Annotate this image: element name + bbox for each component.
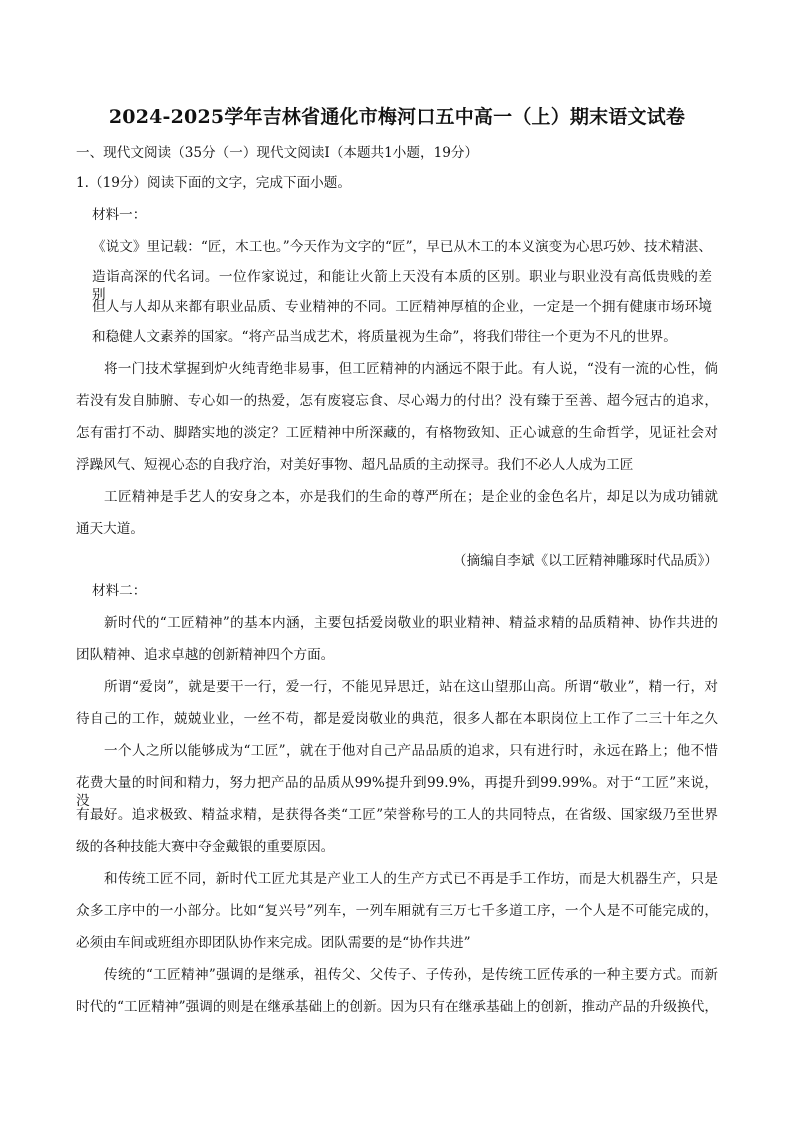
material2-line: 有最好。追求极致、精益求精，是获得各类“工匠”荣誉称号的工人的共同特点，在省级、国家级乃至世界: [76, 807, 718, 823]
material2-line: 级的各种技能大赛中夺金戴银的重要原因。: [76, 839, 335, 855]
material2-line: 所谓“爱岗”，就是要干一行，爱一行，不能见异思迁，站在这山望那山高。所谓“敬业”，精一行，对: [104, 679, 718, 695]
material1-line: 和稳健人文素养的国家。“将产品当成艺术，将质量视为生命”，将我们带往一个更为不凡的世界。: [92, 329, 677, 345]
exam-title: 2024-2025学年吉林省通化市梅河口五中高一（上）期末语文试卷: [108, 106, 686, 128]
material2-line: 花费大量的时间和精力，努力把产品的品质从99%提升到99.9%，再提升到99.99%。对于“工匠”来说，没: [76, 775, 718, 809]
material2-line: 和传统工匠不同，新时代工匠尤其是产业工人的生产方式已不再是手工作坊，而是大机器生产，只是: [104, 871, 718, 887]
material1-line: 《说文》里记载：“匠，木工也。”今天作为文字的“匠”，早已从木工的本义演变为心思巧妙、技术精湛、: [92, 239, 712, 255]
material1-label: 材料一：: [92, 207, 147, 223]
material2-line: 传统的“工匠精神”强调的是继承，祖传父、父传子、子传孙，是传统工匠传承的一种主要方式。而新: [104, 967, 718, 983]
material2-line: 待自己的工作，兢兢业业，一丝不苟，都是爱岗敬业的典范，很多人都在本职岗位上工作了二三十年之久: [76, 711, 718, 727]
material1-line: 将一门技术掌握到炉火纯青绝非易事，但工匠精神的内涵远不限于此。有人说，“没有一流的心性，倘: [104, 361, 718, 377]
question-stem: 1.（19分）阅读下面的文字，完成下面小题。: [76, 175, 351, 191]
material2-label: 材料二：: [92, 583, 147, 599]
material1-line: 通天大道。: [76, 521, 144, 537]
material2-line: 众多工序中的一小部分。比如“复兴号”列车，一列车厢就有三万七千多道工序，一个人是不可能完成的，: [76, 903, 718, 919]
material1-line: 但人与人却从来都有职业品质、专业精神的不同。工匠精神厚植的企业，一定是一个拥有健康市场环境: [92, 299, 712, 315]
material1-line: 若没有发自肺腑、专心如一的热爱，怎有废寝忘食、尽心竭力的付出？没有臻于至善、超今冠古的追求，: [76, 393, 718, 409]
material1-line: 造诣高深的代名词。一位作家说过，和能让火箭上天没有本质的区别。职业与职业没有高低贵贱的差别，: [92, 269, 712, 303]
material1-line: 工匠精神是手艺人的安身之本，亦是我们的生命的尊严所在；是企业的金色名片，却足以为成功铺就: [104, 489, 718, 505]
material1-source: （摘编自李斌《以工匠精神雕琢时代品质》）: [452, 553, 718, 569]
material1-line: 浮躁风气、短视心态的自我疗治，对美好事物、超凡品质的主动探寻。我们不必人人成为工匠: [76, 457, 634, 473]
material1-line: 怎有雷打不动、脚踏实地的淡定？工匠精神中所深藏的，有格物致知、正心诚意的生命哲学，见证社会对: [76, 425, 718, 441]
material2-line: 团队精神、追求卓越的创新精神四个方面。: [76, 647, 335, 663]
material2-line: 时代的“工匠精神”强调的则是在继承基础上的创新。因为只有在继承基础上的创新，推动产品的升级换代，: [76, 999, 718, 1015]
section-heading: 一、现代文阅读（35分（一）现代文阅读Ⅰ（本题共1小题，19分）: [76, 145, 479, 161]
material2-line: 必须由车间或班组亦即团队协作来完成。团队需要的是“协作共进”: [76, 935, 471, 951]
material2-line: 一个人之所以能够成为“工匠”，就在于他对自己产品品质的追求，只有进行时，永远在路上；他不惜: [104, 743, 718, 759]
material2-line: 新时代的“工匠精神”的基本内涵，主要包括爱岗敬业的职业精神、精益求精的品质精神、协作共进的: [104, 615, 718, 631]
